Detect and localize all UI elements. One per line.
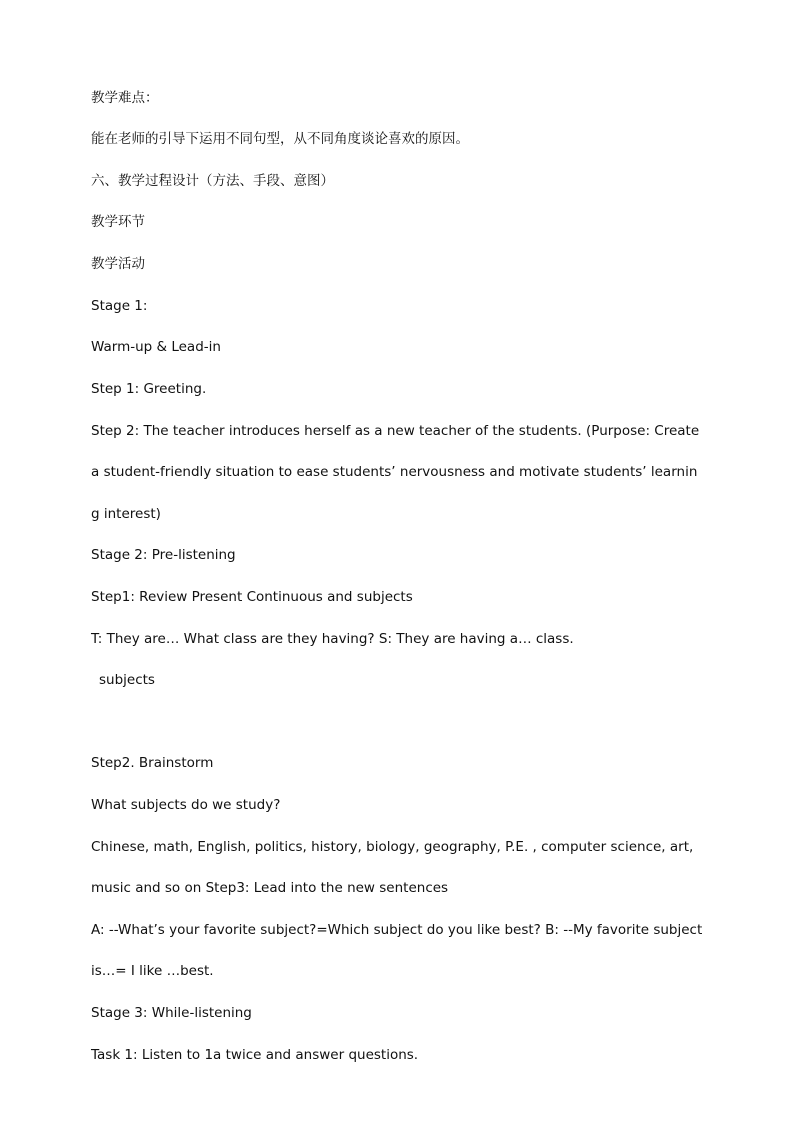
task-1-line: Task 1: Listen to 1a twice and answer questions. bbox=[91, 1047, 419, 1063]
stage-1-title: Warm-up & Lead-in bbox=[91, 339, 221, 355]
subjects-label: subjects bbox=[99, 672, 155, 688]
step-2-line-1: Step 2: The teacher introduces herself as a new teacher of the students. (Purpose: Create bbox=[91, 423, 700, 439]
new-sentence-line-2: is…= I like …best. bbox=[91, 963, 214, 979]
stage-3-heading: Stage 3: While-listening bbox=[91, 1005, 252, 1021]
step-1-greeting: Step 1: Greeting. bbox=[91, 381, 207, 397]
stage-2-step-2: Step2. Brainstorm bbox=[91, 755, 214, 771]
step-2-line-2: a student-friendly situation to ease students’ nervousness and motivate students’ learnin bbox=[91, 464, 698, 480]
heading-teaching-difficulty: 教学难点： bbox=[91, 90, 159, 106]
stage-2-step-1: Step1: Review Present Continuous and subjects bbox=[91, 589, 413, 605]
label-teaching-step: 教学环节 bbox=[91, 214, 145, 230]
subjects-list-line-2: music and so on Step3: Lead into the new sentences bbox=[91, 880, 449, 896]
label-teaching-activity: 教学活动 bbox=[91, 256, 145, 272]
new-sentence-line-1: A: --What’s your favorite subject?=Which subject do you like best? B: --My favorite subject bbox=[91, 922, 703, 938]
stage-2-heading: Stage 2: Pre-listening bbox=[91, 547, 236, 563]
heading-teaching-process: 六、教学过程设计（方法、手段、意图） bbox=[91, 173, 334, 189]
stage-1-heading: Stage 1: bbox=[91, 298, 148, 314]
paragraph-difficulty-text: 能在老师的引导下运用不同句型，从不同角度谈论喜欢的原因。 bbox=[91, 131, 469, 147]
brainstorm-question: What subjects do we study? bbox=[91, 797, 281, 813]
subjects-list-line-1: Chinese, math, English, politics, history, biology, geography, P.E. , computer science, art, bbox=[91, 839, 694, 855]
step-2-line-3: g interest) bbox=[91, 506, 161, 522]
dialogue-line: T: They are… What class are they having? S: They are having a… class. bbox=[91, 631, 574, 647]
